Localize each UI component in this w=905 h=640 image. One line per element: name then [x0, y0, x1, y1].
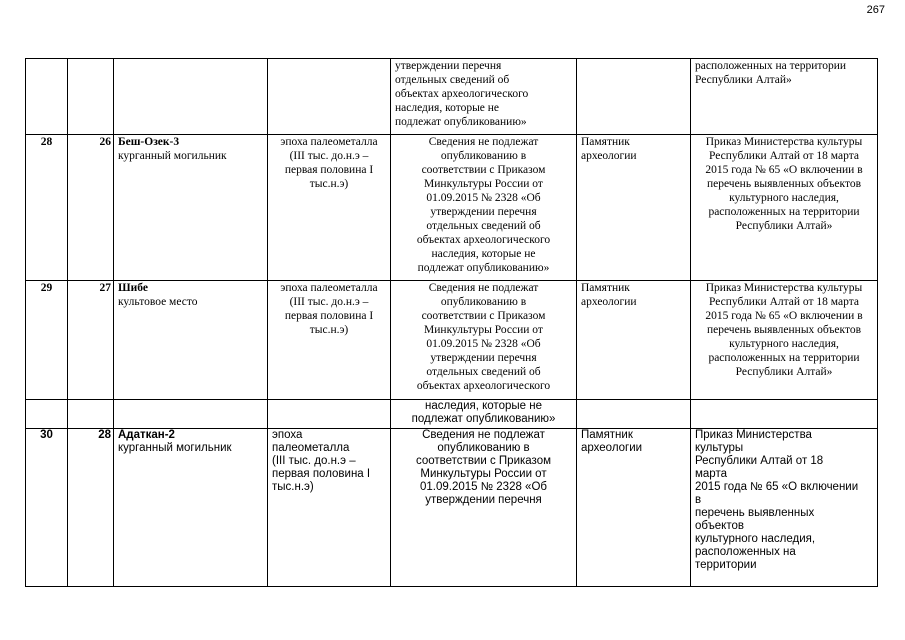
category-text: археологии	[581, 442, 643, 454]
number-cell	[26, 400, 68, 429]
name-cell	[114, 59, 268, 135]
monument-type: культовое место	[118, 296, 198, 308]
monument-name: Беш-Озек-3	[118, 136, 180, 148]
document-cell: Приказ Министерства культуры Республики Алтай от 18 марта 2015 года № 65 «О включении в перечень выявленных объектов культурного наследия, расположенных на территории	[691, 429, 878, 587]
info-status-text: утверждении перечня	[425, 494, 542, 506]
name-cell	[114, 135, 268, 281]
dating-cell	[268, 429, 391, 587]
category-cell	[577, 429, 691, 587]
number-cell: 29	[26, 281, 68, 400]
monument-type: курганный могильник	[118, 150, 227, 162]
dating-cell	[268, 400, 391, 429]
dating-text: эпоха палеометалла	[272, 429, 350, 454]
document-cell	[691, 400, 878, 429]
table-row	[26, 281, 878, 400]
sub-number-cell: 27	[68, 281, 114, 400]
sub-number-cell	[68, 400, 114, 429]
name-cell	[114, 400, 268, 429]
number-cell: 28	[26, 135, 68, 281]
monument-type: курганный могильник	[118, 442, 232, 454]
category-cell	[577, 400, 691, 429]
table-row	[26, 135, 878, 281]
dating-cell: эпоха палеометалла (III тыс. до.н.э – первая половина I тыс.н.э)	[268, 135, 391, 281]
info-status-cell: утверждении перечня отдельных сведений об объектах археологического наследия, которые не подлежат опубликованию»	[391, 59, 577, 135]
number-cell: 30	[26, 429, 68, 587]
table-row	[26, 429, 878, 587]
info-status-text: опубликованию в соответствии с Приказом Минкультуры России от 01.09.2015 № 2328 «Об	[415, 442, 551, 493]
dating-cell: эпоха палеометалла (III тыс. до.н.э – первая половина I тыс.н.э)	[268, 281, 391, 400]
document-cell: Приказ Министерства культуры Республики Алтай от 18 марта 2015 года № 65 «О включении в перечень выявленных объектов культурного наследия, расположенных на территории Республики Алтай»	[691, 281, 878, 400]
info-status-cell	[391, 429, 577, 587]
dating-cell	[268, 59, 391, 135]
info-status-cell: Сведения не подлежат опубликованию в соответствии с Приказом Минкультуры России от 01.09.2015 № 2328 «Об утверждении перечня отдельных сведений об объектах археологического	[391, 281, 577, 400]
document-cell: расположенных на территории Республики Алтай»	[691, 59, 878, 135]
info-status-cell: наследия, которые не подлежат опубликованию»	[391, 400, 577, 429]
info-status-cell: Сведения не подлежат опубликованию в соответствии с Приказом Минкультуры России от 01.09.2015 № 2328 «Об утверждении перечня отдельных сведений об объектах археологического наследия, которые не подлежат опубликованию»	[391, 135, 577, 281]
category-cell	[577, 59, 691, 135]
sub-number-cell: 26	[68, 135, 114, 281]
table-row	[26, 59, 878, 135]
category-cell: Памятник археологии	[577, 135, 691, 281]
info-status-text: Сведения не подлежат	[422, 429, 545, 441]
category-cell: Памятник археологии	[577, 281, 691, 400]
monuments-table	[25, 58, 878, 587]
page-number: 267	[866, 4, 885, 16]
name-cell	[114, 429, 268, 587]
monument-name: Адаткан-2	[118, 429, 175, 441]
sub-number-cell	[68, 59, 114, 135]
category-text: Памятник	[581, 429, 633, 441]
dating-text: (III тыс. до.н.э – первая половина I тыс.н.э)	[272, 455, 371, 493]
number-cell	[26, 59, 68, 135]
table-row	[26, 400, 878, 429]
monument-name: Шибе	[118, 282, 148, 294]
document-cell: Приказ Министерства культуры Республики Алтай от 18 марта 2015 года № 65 «О включении в перечень выявленных объектов культурного наследия, расположенных на территории Республики Алтай»	[691, 135, 878, 281]
name-cell	[114, 281, 268, 400]
sub-number-cell: 28	[68, 429, 114, 587]
